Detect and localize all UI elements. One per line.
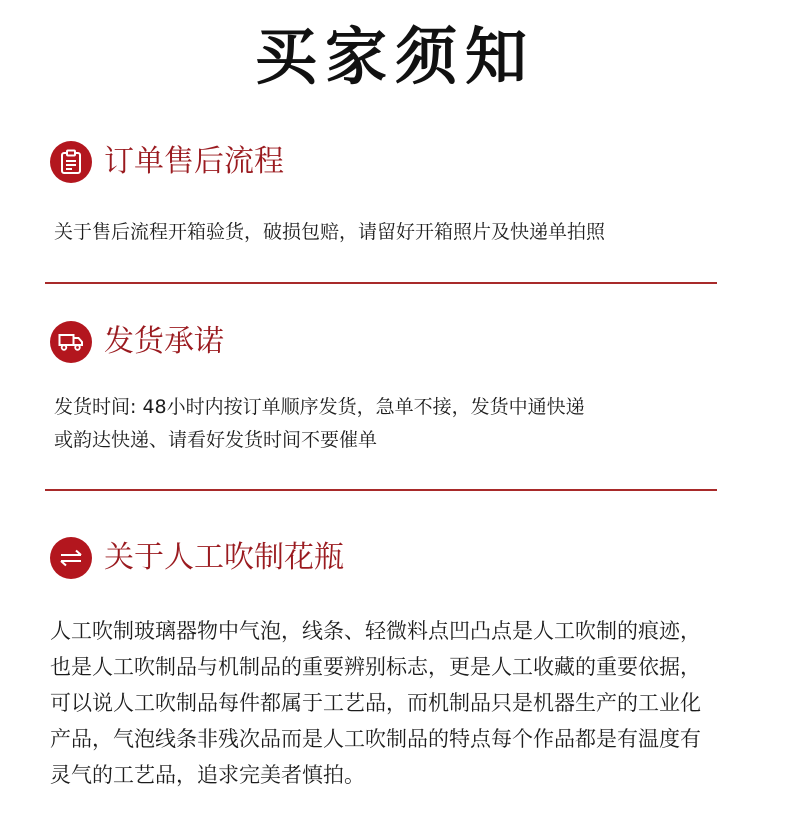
truck-icon	[50, 321, 92, 363]
section-title: 订单售后流程	[104, 144, 284, 179]
clipboard-icon	[50, 141, 92, 183]
divider	[45, 282, 717, 284]
body-line: 关于售后流程开箱验货，破损包赔，请留好开箱照片及快递单拍照	[54, 221, 606, 243]
section-header-handblown	[50, 535, 344, 581]
body-line: 发货时间: 48小时内按订单顺序发货，急单不接，发货中通快递	[54, 396, 585, 418]
divider	[45, 489, 717, 491]
body-line: 或韵达快递、请看好发货时间不要催单	[54, 429, 378, 451]
body-line: 灵气的工艺品，追求完美者慎拍。	[50, 763, 365, 787]
page-title: 买家须知	[254, 20, 535, 93]
section-body-shipping	[54, 391, 585, 457]
section-title: 关于人工吹制花瓶	[104, 540, 344, 575]
section-title: 发货承诺	[104, 324, 224, 359]
body-line: 人工吹制玻璃器物中气泡，线条、轻微料点凹凸点是人工吹制的痕迹，	[50, 619, 701, 643]
body-line: 也是人工吹制品与机制品的重要辨别标志，更是人工收藏的重要依据，	[50, 655, 701, 679]
section-header-shipping	[50, 319, 224, 365]
section-body-handblown	[50, 613, 701, 793]
body-line: 可以说人工吹制品每件都属于工艺品，而机制品只是机器生产的工业化	[50, 691, 701, 715]
section-header-after-sales	[50, 139, 284, 185]
exchange-arrows-icon	[50, 537, 92, 579]
body-line: 产品，气泡线条非残次品而是人工吹制品的特点每个作品都是有温度有	[50, 727, 701, 751]
section-body-after-sales	[54, 216, 605, 249]
